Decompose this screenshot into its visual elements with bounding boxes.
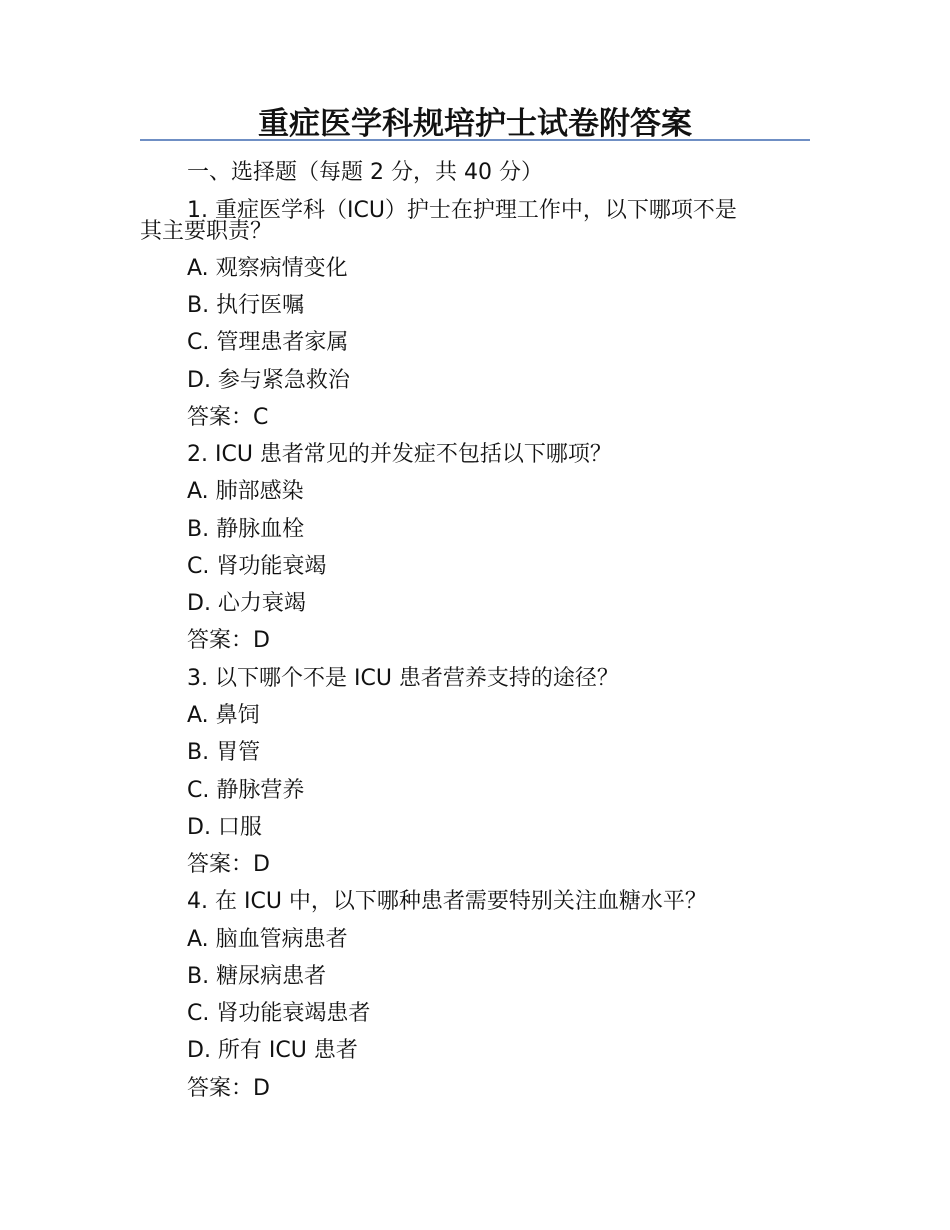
question-3-option-a: A. 鼻饲 (187, 703, 260, 728)
question-4-option-a: A. 脑血管病患者 (187, 927, 348, 952)
question-1-option-a: A. 观察病情变化 (187, 256, 348, 281)
question-2-option-d: D. 心力衰竭 (187, 591, 306, 616)
question-1-answer: 答案：C (187, 405, 269, 430)
question-4-option-d: D. 所有 ICU 患者 (187, 1038, 358, 1063)
question-3-option-c: C. 静脉营养 (187, 778, 305, 803)
question-3-stem: 3. 以下哪个不是 ICU 患者营养支持的途径？ (187, 666, 619, 691)
section-heading: 一、选择题（每题 2 分，共 40 分） (187, 160, 543, 185)
question-1-option-c: C. 管理患者家属 (187, 330, 349, 355)
question-2-stem: 2. ICU 患者常见的并发症不包括以下哪项？ (187, 442, 612, 467)
document-title: 重症医学科规培护士试卷附答案 (258, 106, 692, 142)
question-3-answer: 答案：D (187, 852, 270, 877)
question-2-option-c: C. 肾功能衰竭 (187, 554, 327, 579)
question-1-stem-line1: 1. 重症医学科（ICU）护士在护理工作中，以下哪项不是 (187, 198, 737, 223)
question-4-option-c: C. 肾功能衰竭患者 (187, 1001, 371, 1026)
question-1-option-d: D. 参与紧急救治 (187, 368, 350, 393)
question-4-option-b: B. 糖尿病患者 (187, 964, 327, 989)
question-3-option-b: B. 胃管 (187, 740, 261, 765)
question-2-answer: 答案：D (187, 628, 270, 653)
title-underline (140, 139, 810, 141)
question-3-option-d: D. 口服 (187, 815, 262, 840)
question-1-option-b: B. 执行医嘱 (187, 293, 305, 318)
question-4-answer: 答案：D (187, 1076, 270, 1101)
question-4-stem: 4. 在 ICU 中，以下哪种患者需要特别关注血糖水平？ (187, 889, 707, 914)
question-2-option-a: A. 肺部感染 (187, 479, 304, 504)
question-1-stem-line2: 其主要职责？ (140, 219, 273, 244)
question-2-option-b: B. 静脉血栓 (187, 517, 305, 542)
